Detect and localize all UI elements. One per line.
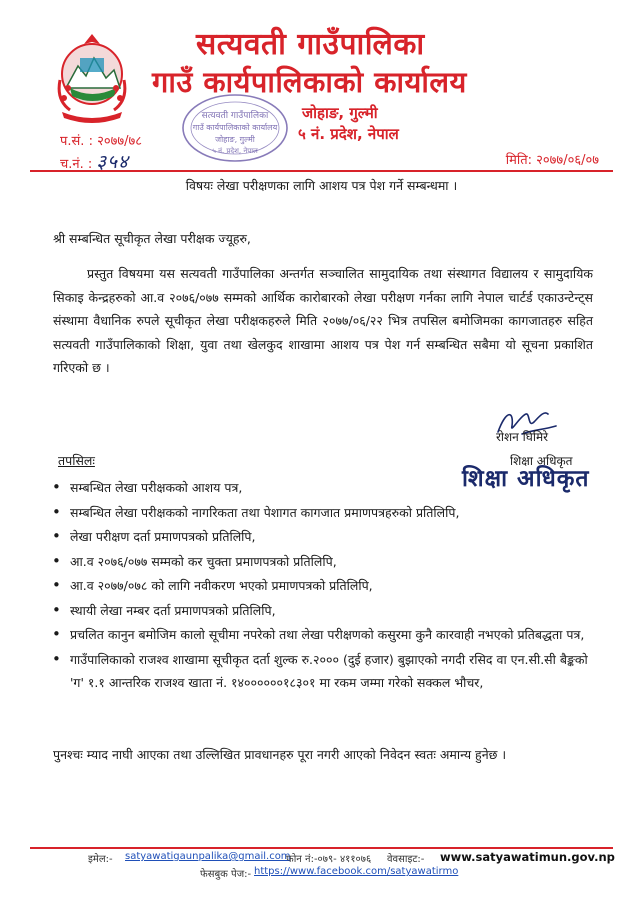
reference-number: प.सं. : २०७७/७८ — [60, 134, 143, 149]
svg-text:जोहाङ, गुल्मी: जोहाङ, गुल्मी — [215, 135, 255, 144]
website-link[interactable]: www.satyawatimun.gov.np — [440, 850, 615, 864]
address-line-1: जोहाङ, गुल्मी — [302, 104, 378, 122]
phone-number: फोन नं:-०७९- ४११०७६ — [286, 854, 372, 865]
list-item: • प्रचलित कानुन बमोजिम कालो सूचीमा नपरेको तथा लेखा परीक्षणको कसुरमा कुनै कारवाही नभएको प्रतिबद्धता पत्र, — [52, 623, 598, 647]
nepal-emblem-icon — [50, 30, 134, 126]
address-line-2: ५ नं. प्रदेश, नेपाल — [298, 125, 399, 143]
list-item: • लेखा परीक्षण दर्ता प्रमाणपत्रको प्रतिलिपि, — [52, 525, 598, 549]
office-name: गाउँ कार्यपालिकाको कार्यालय — [152, 65, 467, 99]
list-item: • आ.व २०७७/०७८ को लागि नवीकरण भएको प्रमाणपत्रको प्रतिलिपि, — [52, 574, 598, 598]
dispatch-label: च.नं. : — [60, 157, 93, 172]
dispatch-number: ३५४ — [96, 151, 129, 173]
email-link[interactable]: satyawatigaunpalika@gmail.com — [125, 851, 291, 862]
header-divider — [30, 170, 613, 172]
postscript: पुनश्चः म्याद नाघी आएका तथा उल्लिखित प्रावधानहरु पूरा नगरी आएको निवेदन स्वतः अमान्य हुनेछ । — [53, 747, 507, 762]
letter-body: प्रस्तुत विषयमा यस सत्यवती गाउँपालिका अन्तर्गत सञ्चालित सामुदायिक तथा संस्थागत विद्यालय र सामुदायिक सिकाइ केन्द्रहरुको आ.व २०७६/०७७ सम्मको आर्थिक कारोबारको लेखा परीक्षण गर्नका लागि नेपाल चार्टर्ड एकाउन्टेन्ट्स संस्थामा वैधानिक रुपले सूचीकृत लेखा परीक्षकहरुले मिति २०७७/०६/२२ भित्र तपसिल बमोजिमका कागजातहरु सहित सत्यवती गाउँपालिकाको शिक्षा, युवा तथा खेलकुद शाखामा आशय पत्र पेश गर्न सम्बन्धित सबैमा यो सूचना प्रकाशित गरिएको छ । — [53, 266, 593, 375]
municipality-name: सत्यवती गाउँपालिका — [196, 27, 425, 62]
facebook-link[interactable]: https://www.facebook.com/satyawatirmo — [254, 866, 459, 877]
svg-text:सत्यवती गाउँपालिका: सत्यवती गाउँपालिका — [201, 111, 269, 121]
signatory-name: रोशन घिमिरे — [496, 430, 549, 444]
requirements-list — [52, 476, 598, 696]
facebook-label: फेसबुक पेज:- — [200, 869, 252, 880]
letter-salutation: श्री सम्बन्धित सूचीकृत लेखा परीक्षक ज्यूहरु, — [53, 231, 251, 246]
svg-text:५ नं. प्रदेश, नेपाल: ५ नं. प्रदेश, नेपाल — [212, 147, 258, 155]
office-stamp — [180, 92, 290, 164]
svg-text:गाउँ कार्यपालिकाको कार्यालय: गाउँ कार्यपालिकाको कार्यालय — [192, 123, 278, 132]
list-item: • आ.व २०७६/०७७ सम्मको कर चुक्ता प्रमाणपत्रको प्रतिलिपि, — [52, 550, 598, 574]
list-item: • गाउँपालिकाको राजश्व शाखामा सूचीकृत दर्ता शुल्क रु.२००० (दुई हजार) बुझाएको नगदी रसिद वा एन.सी.सी बैङ्कको 'ग' १.१ आन्तरिक राजश्व खाता नं. १४००००००१८३०१ मा रकम जम्मा गरेको सक्कल भौचर, — [52, 648, 598, 695]
list-item: • सम्बन्धित लेखा परीक्षकको आशय पत्र, — [52, 476, 598, 500]
website-label: वेवसाइट:- — [387, 854, 425, 865]
signatory-stamp: शिक्षा अधिकृत — [462, 466, 590, 492]
letter-date: मिति: २०७७/०६/०७ — [505, 153, 599, 168]
list-item: • सम्बन्धित लेखा परीक्षकको नागरिकता तथा पेशागत कागजात प्रमाणपत्रहरुको प्रतिलिपि, — [52, 501, 598, 525]
email-label: इमेल:- — [88, 854, 113, 865]
letter-subject: विषयः लेखा परीक्षणका लागि आशय पत्र पेश गर्ने सम्बन्धमा । — [185, 178, 458, 193]
list-item: • स्थायी लेखा नम्बर दर्ता प्रमाणपत्रको प्रतिलिपि, — [52, 599, 598, 623]
signatory-title: शिक्षा अधिकृत — [510, 454, 573, 468]
list-heading: तपसिलः — [58, 453, 95, 468]
footer-divider — [30, 847, 613, 849]
